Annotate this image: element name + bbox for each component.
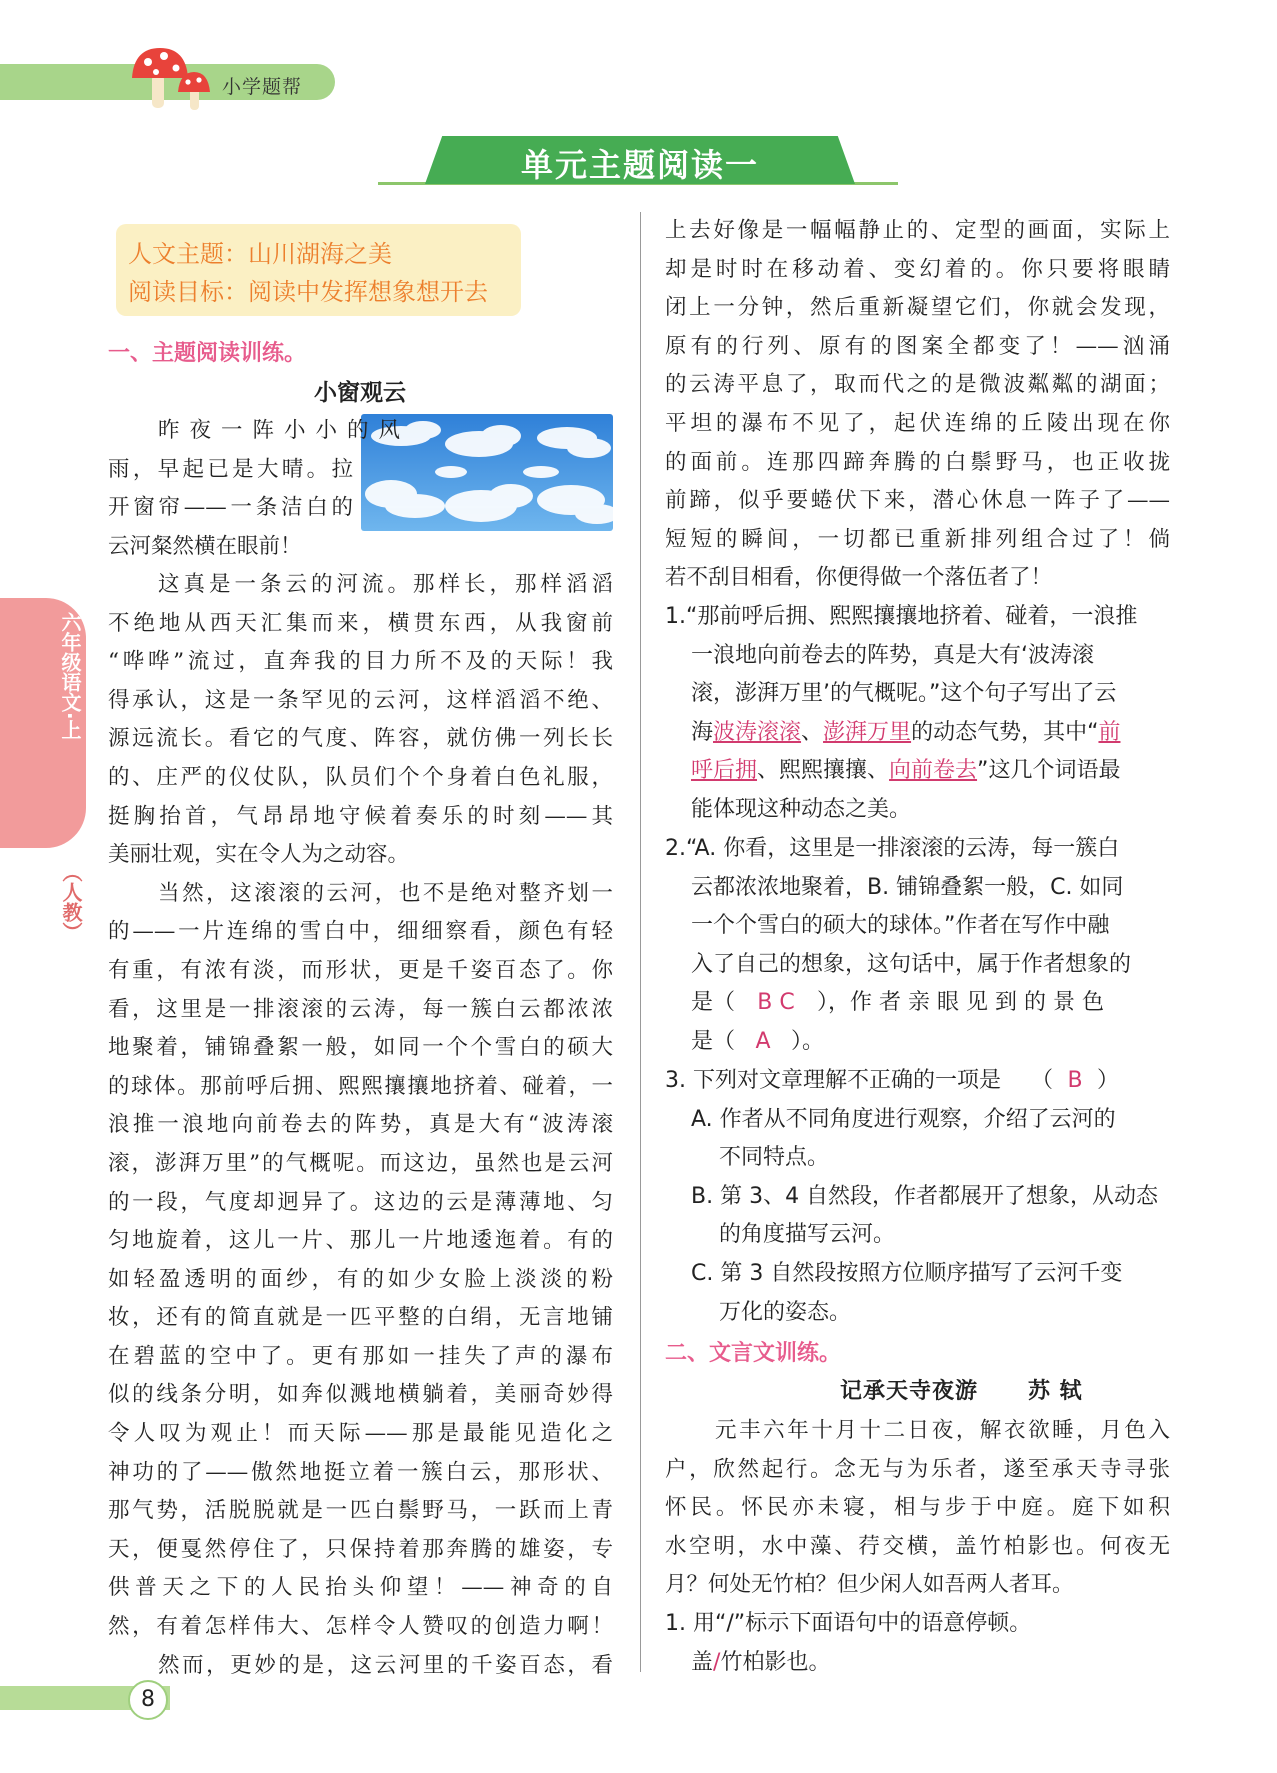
text-line: 昨夜一阵小小的风 [158, 418, 400, 443]
classical-question-1 [665, 1605, 1175, 1682]
text-line: 匀地旋着，这儿一片、那儿一片地逶迤着。有的 [108, 1228, 613, 1254]
humanities-theme: 人文主题：山川湖海之美 [128, 240, 392, 268]
q1-line: 能体现这种动态之美。 [691, 796, 912, 822]
text-line: 短短的瞬间，一切都已重新排列组合过了！倘 [665, 526, 1170, 552]
text-line: 有重，有浓有淡，而形状，更是千姿百态了。你 [108, 957, 613, 983]
page-number: 8 [128, 1680, 168, 1720]
q2-text: 是（ [691, 990, 736, 1016]
classical-text [665, 1412, 1170, 1605]
text-line: 然而，更妙的是，这云河里的千姿百态，看 [158, 1652, 613, 1678]
q1-answer-3b: 呼后拥 [691, 758, 758, 784]
column-divider [640, 212, 641, 1672]
q1-line: 一浪地向前卷去的阵势，真是大有‘波涛滚 [691, 642, 1094, 668]
q3-paren: （ [1030, 1068, 1053, 1093]
text-line: 若不刮目相看，你便得做一个落伍者了！ [665, 565, 1053, 591]
text-line: 源远流长。看它的气度、阵容，就仿佛一列长长 [108, 726, 613, 752]
q1-answer-3a: 前 [1098, 719, 1121, 745]
text-line: 似的线条分明，如奔似溅地横躺着，美丽奇妙得 [108, 1382, 613, 1408]
q1-text: 海 [691, 719, 714, 745]
brand-name: 小学题帮 [222, 76, 303, 98]
text-line: 在碧蓝的空中了。更有那如一挂失了声的瀑布 [108, 1343, 613, 1369]
q2-text: ），作 者 亲 眼 见 到 的 景 色 [817, 990, 1104, 1016]
question-3 [665, 1062, 1175, 1332]
q1-text: 、 [801, 719, 824, 745]
text-line: 云河粲然横在眼前！ [108, 533, 302, 559]
section1-heading: 一、主题阅读训练。 [108, 341, 307, 366]
q1-text: 、熙熙攘攘、 [757, 758, 890, 784]
article-text-left-main [108, 566, 613, 1685]
section2-heading: 二、文言文训练。 [665, 1341, 842, 1366]
text-line: 雨，早起已是大晴。拉 [108, 456, 353, 482]
text-line: 的云涛平息了，取而代之的是微波粼粼的湖面； [665, 372, 1170, 398]
text-line: 怀民。怀民亦未寝，相与步于中庭。庭下如积 [665, 1495, 1170, 1521]
q1-answer-1: 波涛滚滚 [713, 719, 802, 745]
q2-text: ）。 [791, 1028, 825, 1054]
text-line: 原有的行列、原有的图案全都变了！——汹涌 [665, 333, 1170, 359]
q2-text: 是（ [691, 1028, 736, 1054]
text-line: 挺胸抬首，气昂昂地守候着奏乐的时刻——其 [108, 803, 613, 829]
q2-line: 云都浓浓地聚着，B. 铺锦叠絮一般，C. 如同 [691, 874, 1124, 900]
q2-line: 入了自己的想象，这句话中，属于作者想象的 [691, 951, 1132, 977]
text-line: 美丽壮观，实在令人为之动容。 [108, 842, 410, 868]
text-line: 前蹄，似乎要蜷伏下来，潜心休息一阵子了—— [665, 488, 1170, 514]
q2-answer-2: A [755, 1028, 771, 1054]
article-text-left [108, 412, 613, 566]
text-line: 元丰六年十月十二日夜，解衣欲睡，月色入 [715, 1418, 1170, 1443]
q3-option-c: 万化的姿态。 [719, 1299, 852, 1325]
text-line: 当然，这滚滚的云河，也不是绝对整齐划一 [158, 880, 613, 906]
text-line: 供普天之下的人民抬头仰望！——神奇的自 [108, 1575, 613, 1601]
q1-text: ”这几个词语最 [977, 758, 1121, 784]
q2-line: 2.“A. 你看，这里是一排滚滚的云涛，每一簇白 [665, 836, 1120, 861]
reading-goal: 阅读目标：阅读中发挥想象想开去 [128, 278, 488, 306]
text-line: 闭上一分钟，然后重新凝望它们，你就会发现， [665, 295, 1170, 321]
text-line: 户，欣然起行。念无与为乐者，遂至承天寺寻张 [665, 1456, 1170, 1482]
q1-answer-2: 澎湃万里 [823, 719, 912, 745]
text-line: 神功的了——傲然地挺立着一簇白云，那形状、 [108, 1459, 613, 1485]
q1-answer-4: 向前卷去 [889, 758, 978, 784]
q3-stem: 3. 下列对文章理解不正确的一项是 [665, 1068, 1001, 1093]
q3-option-b: 的角度描写云河。 [719, 1222, 896, 1248]
q3-option-a: A. 作者从不同角度进行观察，介绍了云河的 [691, 1106, 1116, 1132]
text-line: 滚，澎湃万里”的气概呢。而这边，虽然也是云河 [108, 1150, 613, 1176]
question-2 [665, 830, 1175, 1062]
article-title: 小窗观云 [314, 380, 406, 406]
text-line: 水空明，水中藻、荇交横，盖竹柏影也。何夜无 [665, 1533, 1170, 1559]
cq1-text: 盖 [691, 1649, 714, 1675]
q1-text: 的动态气势，其中“ [911, 719, 1099, 745]
side-tab-grade: 六年级语文·上 [58, 612, 82, 740]
classical-author: 苏 轼 [1028, 1379, 1083, 1404]
text-line: 的面前。连那四蹄奔腾的白鬃野马，也正收拢 [665, 449, 1170, 475]
text-line: 月？何处无竹柏？但少闲人如吾两人者耳。 [665, 1572, 1074, 1598]
text-line: 令人叹为观止！而天际——那是最能见造化之 [108, 1421, 613, 1447]
text-line: 这真是一条云的河流。那样长，那样滔滔 [158, 572, 613, 597]
cq1-text: 竹柏影也。 [720, 1649, 831, 1675]
text-line: 妆，还有的简直就是一匹平整的白绢，无言地铺 [108, 1305, 613, 1331]
q3-option-b: B. 第 3、4 自然段，作者都展开了想象，从动态 [691, 1183, 1159, 1209]
q3-option-c: C. 第 3 自然段按照方位顺序描写了云河千变 [691, 1260, 1123, 1286]
text-line: 的、庄严的仪仗队，队员们个个身着白色礼服， [108, 764, 613, 790]
q1-line: 滚，澎湃万里’的气概呢。”这个句子写出了云 [691, 681, 1117, 707]
text-line: 如轻盈透明的面纱，有的如少女脸上淡淡的粉 [108, 1266, 613, 1292]
text-line: 天，便戛然停住了，只保持着那奔腾的雄姿，专 [108, 1536, 613, 1562]
text-line: 上去好像是一幅幅静止的、定型的画面，实际上 [665, 218, 1170, 243]
question-1 [665, 598, 1175, 830]
text-line: 平坦的瀑布不见了，起伏连绵的丘陵出现在你 [665, 410, 1170, 436]
text-line: 的——一片连绵的雪白中，细细察看，颜色有轻 [108, 919, 613, 945]
text-line: 得承认，这是一条罕见的云河，这样滔滔不绝、 [108, 687, 613, 713]
text-line: 开窗帘——一条洁白的 [108, 495, 353, 521]
text-line: “哗哗”流过，直奔我的目力所不及的天际！我 [108, 649, 613, 675]
cq1-stem: 1. 用“/”标示下面语句中的语意停顿。 [665, 1611, 1032, 1636]
side-tab-edition: （人教） [59, 862, 83, 942]
text-line: 的一段，气度却迥异了。这边的云是薄薄地、匀 [108, 1189, 613, 1215]
q1-line: 1.“那前呼后拥、熙熙攘攘地挤着、碰着，一浪推 [665, 604, 1138, 629]
text-line: 浪推一浪地向前卷去的阵势，真是大有“波涛滚 [108, 1112, 613, 1138]
text-line: 不绝地从西天汇集而来，横贯东西，从我窗前 [108, 610, 613, 636]
q3-answer: B [1067, 1068, 1083, 1093]
text-line: 却是时时在移动着、变幻着的。你只要将眼睛 [665, 256, 1170, 282]
page-title: 单元主题阅读一 [520, 146, 759, 184]
text-line: 的球体。那前呼后拥、熙熙攘攘地挤着、碰着，一 [108, 1073, 613, 1099]
text-line: 然，有着怎样伟大、怎样令人赞叹的创造力啊！ [108, 1614, 613, 1640]
classical-title [840, 1374, 1083, 1405]
text-line: 地聚着，铺锦叠絮一般，如同一个个雪白的硕大 [108, 1035, 613, 1061]
text-line: 看，这里是一排滚滚的云涛，每一簇白云都浓浓 [108, 996, 613, 1022]
cq1-answer: / [713, 1649, 721, 1675]
q3-paren: ） [1096, 1068, 1119, 1093]
q2-line: 一个个雪白的硕大的球体。”作者在写作中融 [691, 913, 1110, 939]
q2-answer-1: B C [757, 990, 795, 1016]
classical-title-text: 记承天寺夜游 [840, 1379, 979, 1404]
q3-option-a: 不同特点。 [719, 1145, 830, 1171]
article-text-right [665, 212, 1170, 598]
text-line: 那气势，活脱脱就是一匹白鬃野马，一跃而上青 [108, 1498, 613, 1524]
mushroom-logo-icon [128, 44, 218, 114]
